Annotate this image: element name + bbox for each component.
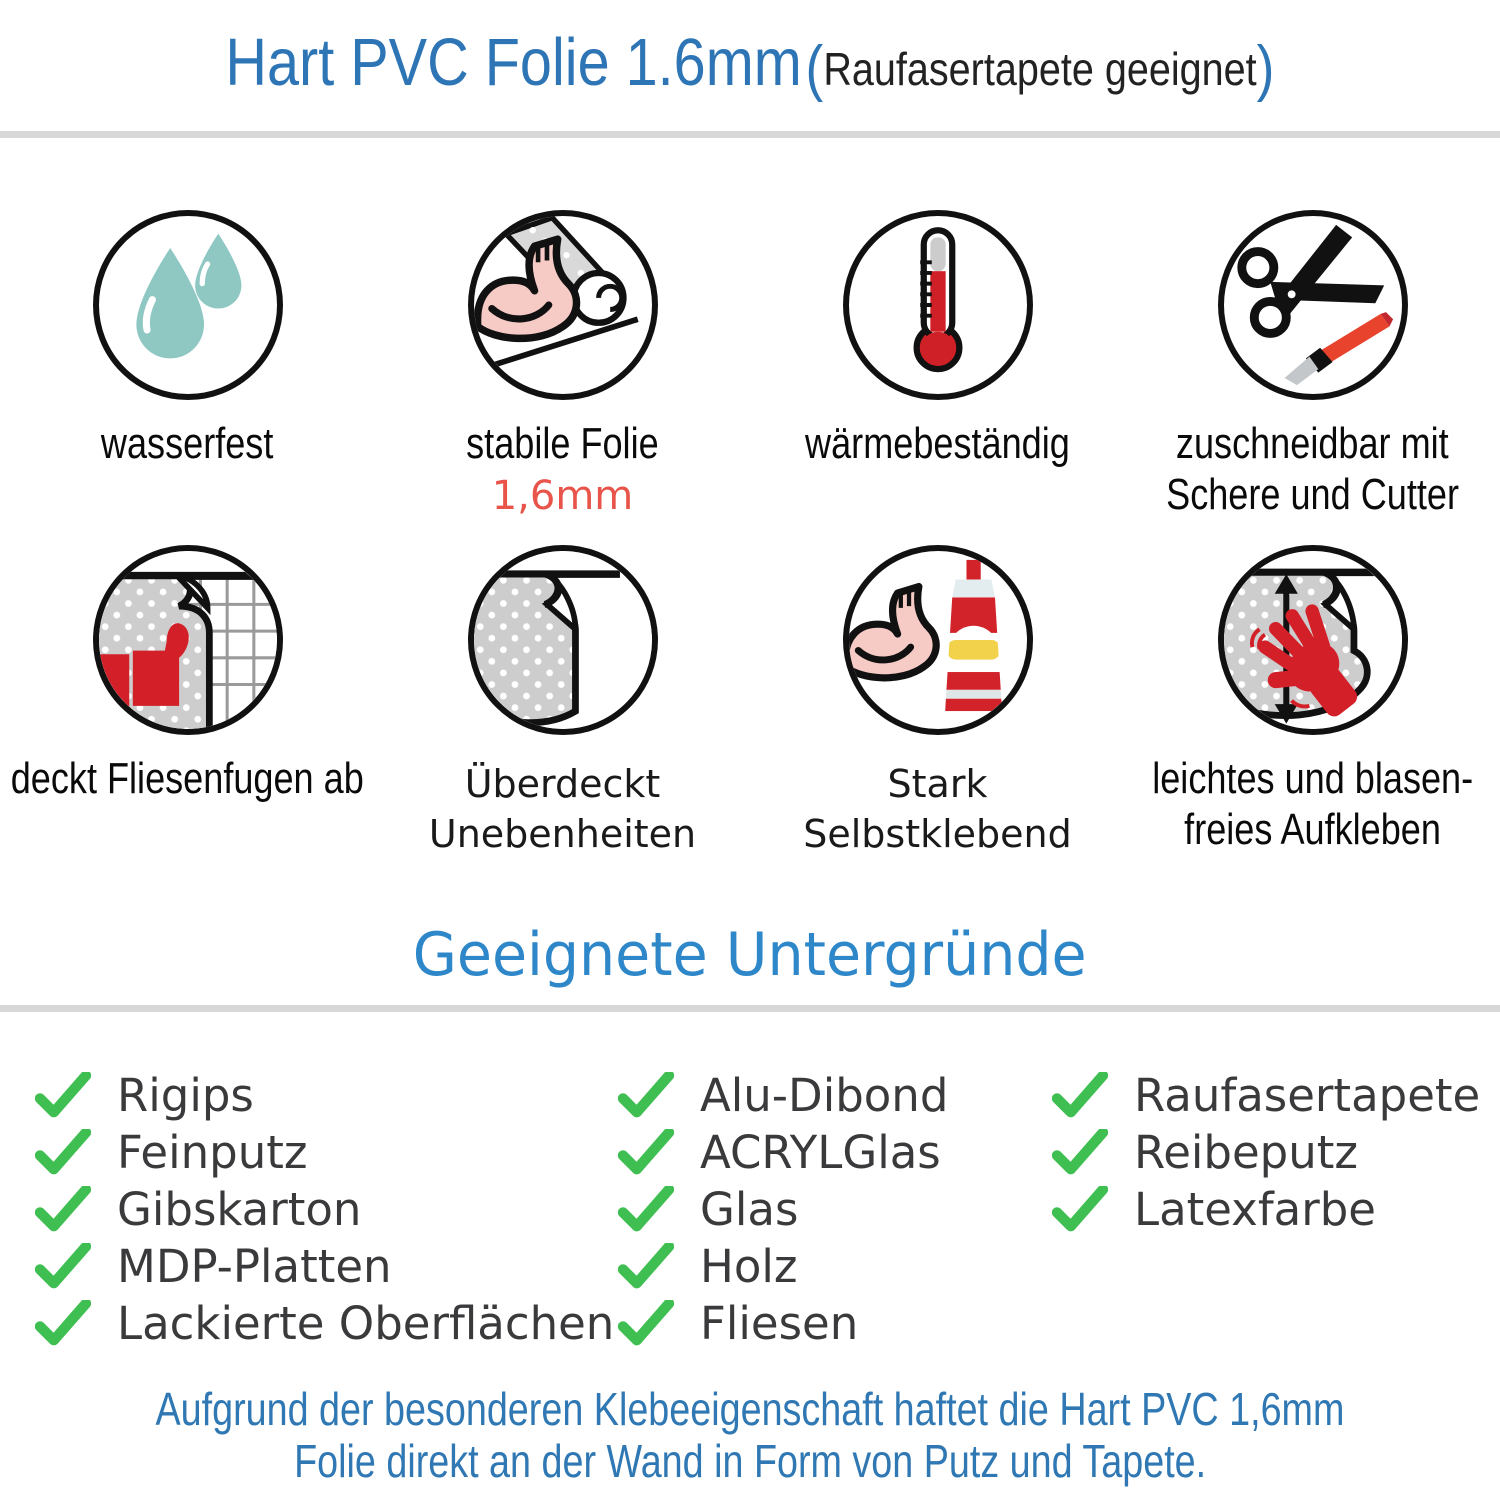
divider-top <box>0 131 1500 138</box>
feature-selbstklebend <box>750 530 1125 859</box>
list-item <box>618 1068 949 1122</box>
feature-label: zuschneidbar mit <box>1176 419 1449 468</box>
checkmark-icon <box>618 1186 674 1232</box>
subtitle-text: Raufasertapete geeignet <box>823 43 1257 95</box>
water-drops-icon <box>93 210 283 400</box>
feature-label: leichtes und blasen- <box>1152 754 1473 803</box>
surface-label: Raufasertapete <box>1134 1068 1481 1122</box>
feature-row-1 <box>0 195 1500 520</box>
feature-label: stabile Folie <box>466 419 659 468</box>
checkmark-icon <box>1052 1072 1108 1118</box>
feature-label: deckt Fliesenfugen ab <box>10 754 365 803</box>
hand-apply-icon <box>1218 545 1408 735</box>
surface-label: Alu-Dibond <box>700 1068 949 1122</box>
checkmark-icon <box>618 1243 674 1289</box>
feature-label: Stark <box>887 762 988 806</box>
checkmark-icon <box>35 1300 91 1346</box>
list-item <box>618 1239 948 1293</box>
checkmark-icon <box>35 1072 91 1118</box>
feature-fliesenfugen <box>0 530 375 859</box>
list-item <box>1052 1125 1480 1179</box>
feature-label-line2: freies Aufkleben <box>1184 805 1441 855</box>
surfaces-column-1 <box>35 1068 615 1350</box>
list-item <box>35 1296 615 1350</box>
footer-note <box>0 1383 1500 1487</box>
thermometer-icon <box>843 210 1033 400</box>
list-item <box>35 1182 614 1236</box>
foil-cover-icon <box>468 545 658 735</box>
page-title <box>0 24 1500 104</box>
surface-label: Lackierte Oberflächen <box>117 1296 615 1350</box>
surfaces-column-2 <box>618 1068 949 1350</box>
list-item <box>35 1068 614 1122</box>
feature-wasserfest <box>0 195 375 520</box>
muscle-glue-icon <box>843 545 1033 735</box>
list-item <box>1052 1068 1481 1122</box>
feature-label: wärmebeständig <box>805 419 1070 468</box>
thumb-tiles-icon <box>93 545 283 735</box>
list-item <box>618 1125 948 1179</box>
surface-label: Feinputz <box>117 1125 308 1179</box>
list-item <box>618 1182 948 1236</box>
checkmark-icon <box>618 1072 674 1118</box>
footer-line-1: Aufgrund der besonderen Klebeeigenschaft haftet die Hart PVC 1,6mm <box>155 1383 1345 1435</box>
list-item <box>35 1239 614 1293</box>
list-item <box>1052 1182 1480 1236</box>
surface-label: Rigips <box>117 1068 254 1122</box>
feature-row-2 <box>0 530 1500 859</box>
checkmark-icon <box>35 1186 91 1232</box>
feature-label-line2: Unebenheiten <box>428 812 697 857</box>
surfaces-heading: Geeignete Untergründe <box>413 920 1087 990</box>
list-item <box>618 1296 948 1350</box>
feature-label-line2: Schere und Cutter <box>1166 470 1459 520</box>
surface-label: Glas <box>700 1182 799 1236</box>
feature-unebenheiten <box>375 530 750 859</box>
footer-line-2: Folie direkt an der Wand in Form von Putz und Tapete. <box>293 1435 1207 1487</box>
feature-waermebestaendig <box>750 195 1125 520</box>
checkmark-icon <box>618 1129 674 1175</box>
checkmark-icon <box>35 1243 91 1289</box>
surface-label: Fliesen <box>700 1296 859 1350</box>
muscle-foil-icon <box>468 210 658 400</box>
feature-label-line2: Selbstklebend <box>803 812 1072 857</box>
checkmark-icon <box>35 1129 91 1175</box>
scissors-cutter-icon <box>1218 210 1408 400</box>
feature-label: Überdeckt <box>464 762 661 806</box>
surface-label: Latexfarbe <box>1134 1182 1376 1236</box>
checkmark-icon <box>618 1300 674 1346</box>
paren-close: ) <box>1256 34 1275 103</box>
surface-label: Reibeputz <box>1134 1125 1359 1179</box>
surface-label: ACRYLGlas <box>700 1125 941 1179</box>
surface-label: Holz <box>700 1239 798 1293</box>
paren-open: ( <box>805 34 824 103</box>
surface-label: MDP-Platten <box>117 1239 392 1293</box>
feature-stabile-folie <box>375 195 750 520</box>
surface-label: Gibskarton <box>117 1182 362 1236</box>
surfaces-column-3 <box>1052 1068 1481 1236</box>
thickness-value: 1,6mm <box>491 473 634 520</box>
checkmark-icon <box>1052 1186 1108 1232</box>
feature-label: wasserfest <box>101 419 274 468</box>
list-item <box>35 1125 614 1179</box>
feature-zuschneidbar <box>1125 195 1500 520</box>
feature-aufkleben <box>1125 530 1500 859</box>
title-text: Hart PVC Folie 1.6mm <box>225 25 802 100</box>
divider-middle <box>0 1005 1500 1012</box>
checkmark-icon <box>1052 1129 1108 1175</box>
